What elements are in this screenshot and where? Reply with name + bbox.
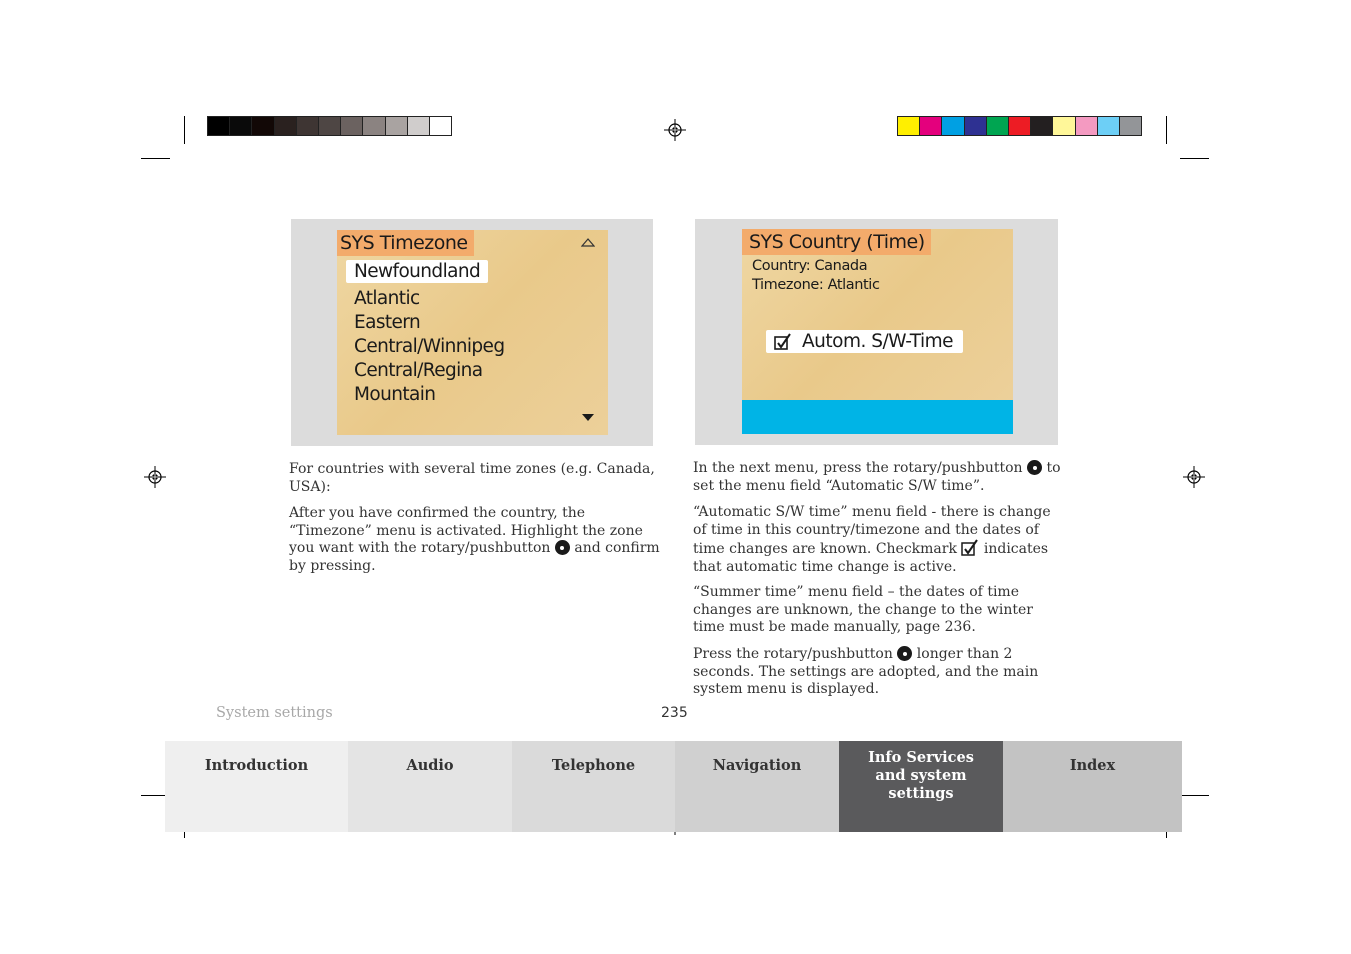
color-swatch	[251, 116, 274, 136]
tab-introduction[interactable]: Introduction	[165, 741, 348, 832]
color-swatch	[318, 116, 341, 136]
paragraph-timezone-menu: After you have confirmed the country, the “Timezone” menu is activated. Highlight the zone you want with the rotary/pushbutton and confirm by pressing.	[289, 505, 660, 574]
color-swatch	[362, 116, 385, 136]
page-number: 235	[661, 705, 688, 721]
timezone-line: Timezone: Atlantic	[752, 277, 880, 293]
color-swatch	[1030, 116, 1053, 136]
color-swatch	[296, 116, 319, 136]
tab-index[interactable]: Index	[1003, 741, 1182, 832]
color-swatch	[1097, 116, 1120, 136]
screen-status-bar	[742, 400, 1013, 434]
rotary-pushbutton-icon	[1027, 460, 1042, 475]
paragraph-intro: For countries with several time zones (e.g. Canada, USA):	[289, 461, 655, 495]
crop-mark	[1180, 795, 1209, 796]
color-swatch	[964, 116, 987, 136]
color-swatch	[229, 116, 252, 136]
paragraph-next-menu: In the next menu, press the rotary/pushbutton to set the menu field “Automatic S/W time”.	[693, 460, 1061, 494]
registration-mark-icon	[1183, 466, 1205, 488]
timezone-item-atlantic[interactable]: Atlantic	[354, 288, 420, 309]
color-swatch	[207, 116, 230, 136]
color-swatch	[941, 116, 964, 136]
screenshot-timezone-panel	[291, 219, 653, 446]
checkmark-icon	[961, 539, 979, 557]
tab-navigation[interactable]: Navigation	[675, 741, 839, 832]
rotary-pushbutton-icon	[555, 540, 570, 555]
timezone-item-central-winnipeg[interactable]: Central/Winnipeg	[354, 336, 505, 357]
timezone-item-mountain[interactable]: Mountain	[354, 384, 436, 405]
crop-mark	[141, 158, 170, 159]
color-swatch	[1008, 116, 1031, 136]
section-title: System settings	[216, 705, 333, 721]
color-swatch	[1052, 116, 1075, 136]
screen-title: SYS Timezone	[337, 230, 474, 256]
screenshot-country-time-panel	[695, 219, 1058, 445]
country-time-screen	[742, 229, 1013, 400]
registration-mark-icon	[144, 466, 166, 488]
tab-telephone[interactable]: Telephone	[512, 741, 675, 832]
color-swatch	[340, 116, 363, 136]
timezone-screen	[337, 230, 608, 435]
color-swatch	[385, 116, 408, 136]
color-swatch	[274, 116, 297, 136]
crop-mark	[184, 116, 185, 144]
crop-mark	[1180, 158, 1209, 159]
timezone-item-eastern[interactable]: Eastern	[354, 312, 421, 333]
timezone-item-central-regina[interactable]: Central/Regina	[354, 360, 483, 381]
tab-info-services-system-settings[interactable]: Info Services and system settings	[839, 741, 1003, 832]
color-swatch	[897, 116, 920, 136]
crop-mark	[1166, 116, 1167, 144]
color-swatch	[429, 116, 452, 136]
registration-mark-icon	[664, 119, 686, 141]
timezone-item-newfoundland[interactable]: Newfoundland	[346, 260, 488, 283]
scroll-up-icon	[581, 238, 595, 248]
tab-audio[interactable]: Audio	[348, 741, 512, 832]
paragraph-summer-time: “Summer time” menu field – the dates of time changes are unknown, the change to the winter time must be made manually, page 236.	[693, 584, 1033, 635]
scroll-down-icon	[581, 412, 595, 422]
checkbox-checked-icon[interactable]	[774, 333, 792, 351]
color-swatch	[1119, 116, 1142, 136]
color-swatch	[919, 116, 942, 136]
rotary-pushbutton-icon	[897, 646, 912, 661]
paragraph-press-longer: Press the rotary/pushbutton longer than 2 seconds. The settings are adopted, and the main system menu is displayed.	[693, 646, 1039, 697]
country-line: Country: Canada	[752, 258, 868, 274]
color-swatch	[986, 116, 1009, 136]
color-swatch	[407, 116, 430, 136]
color-swatch	[1075, 116, 1098, 136]
paragraph-automatic-sw-time: “Automatic S/W time” menu field - there is change of time in this country/timezone and the dates of time changes are known. Checkmark indicates that automatic time change is active.	[693, 504, 1051, 575]
screen-title: SYS Country (Time)	[742, 229, 931, 255]
autom-sw-time-field[interactable]	[766, 330, 963, 353]
autom-sw-time-label: Autom. S/W-Time	[802, 331, 954, 352]
